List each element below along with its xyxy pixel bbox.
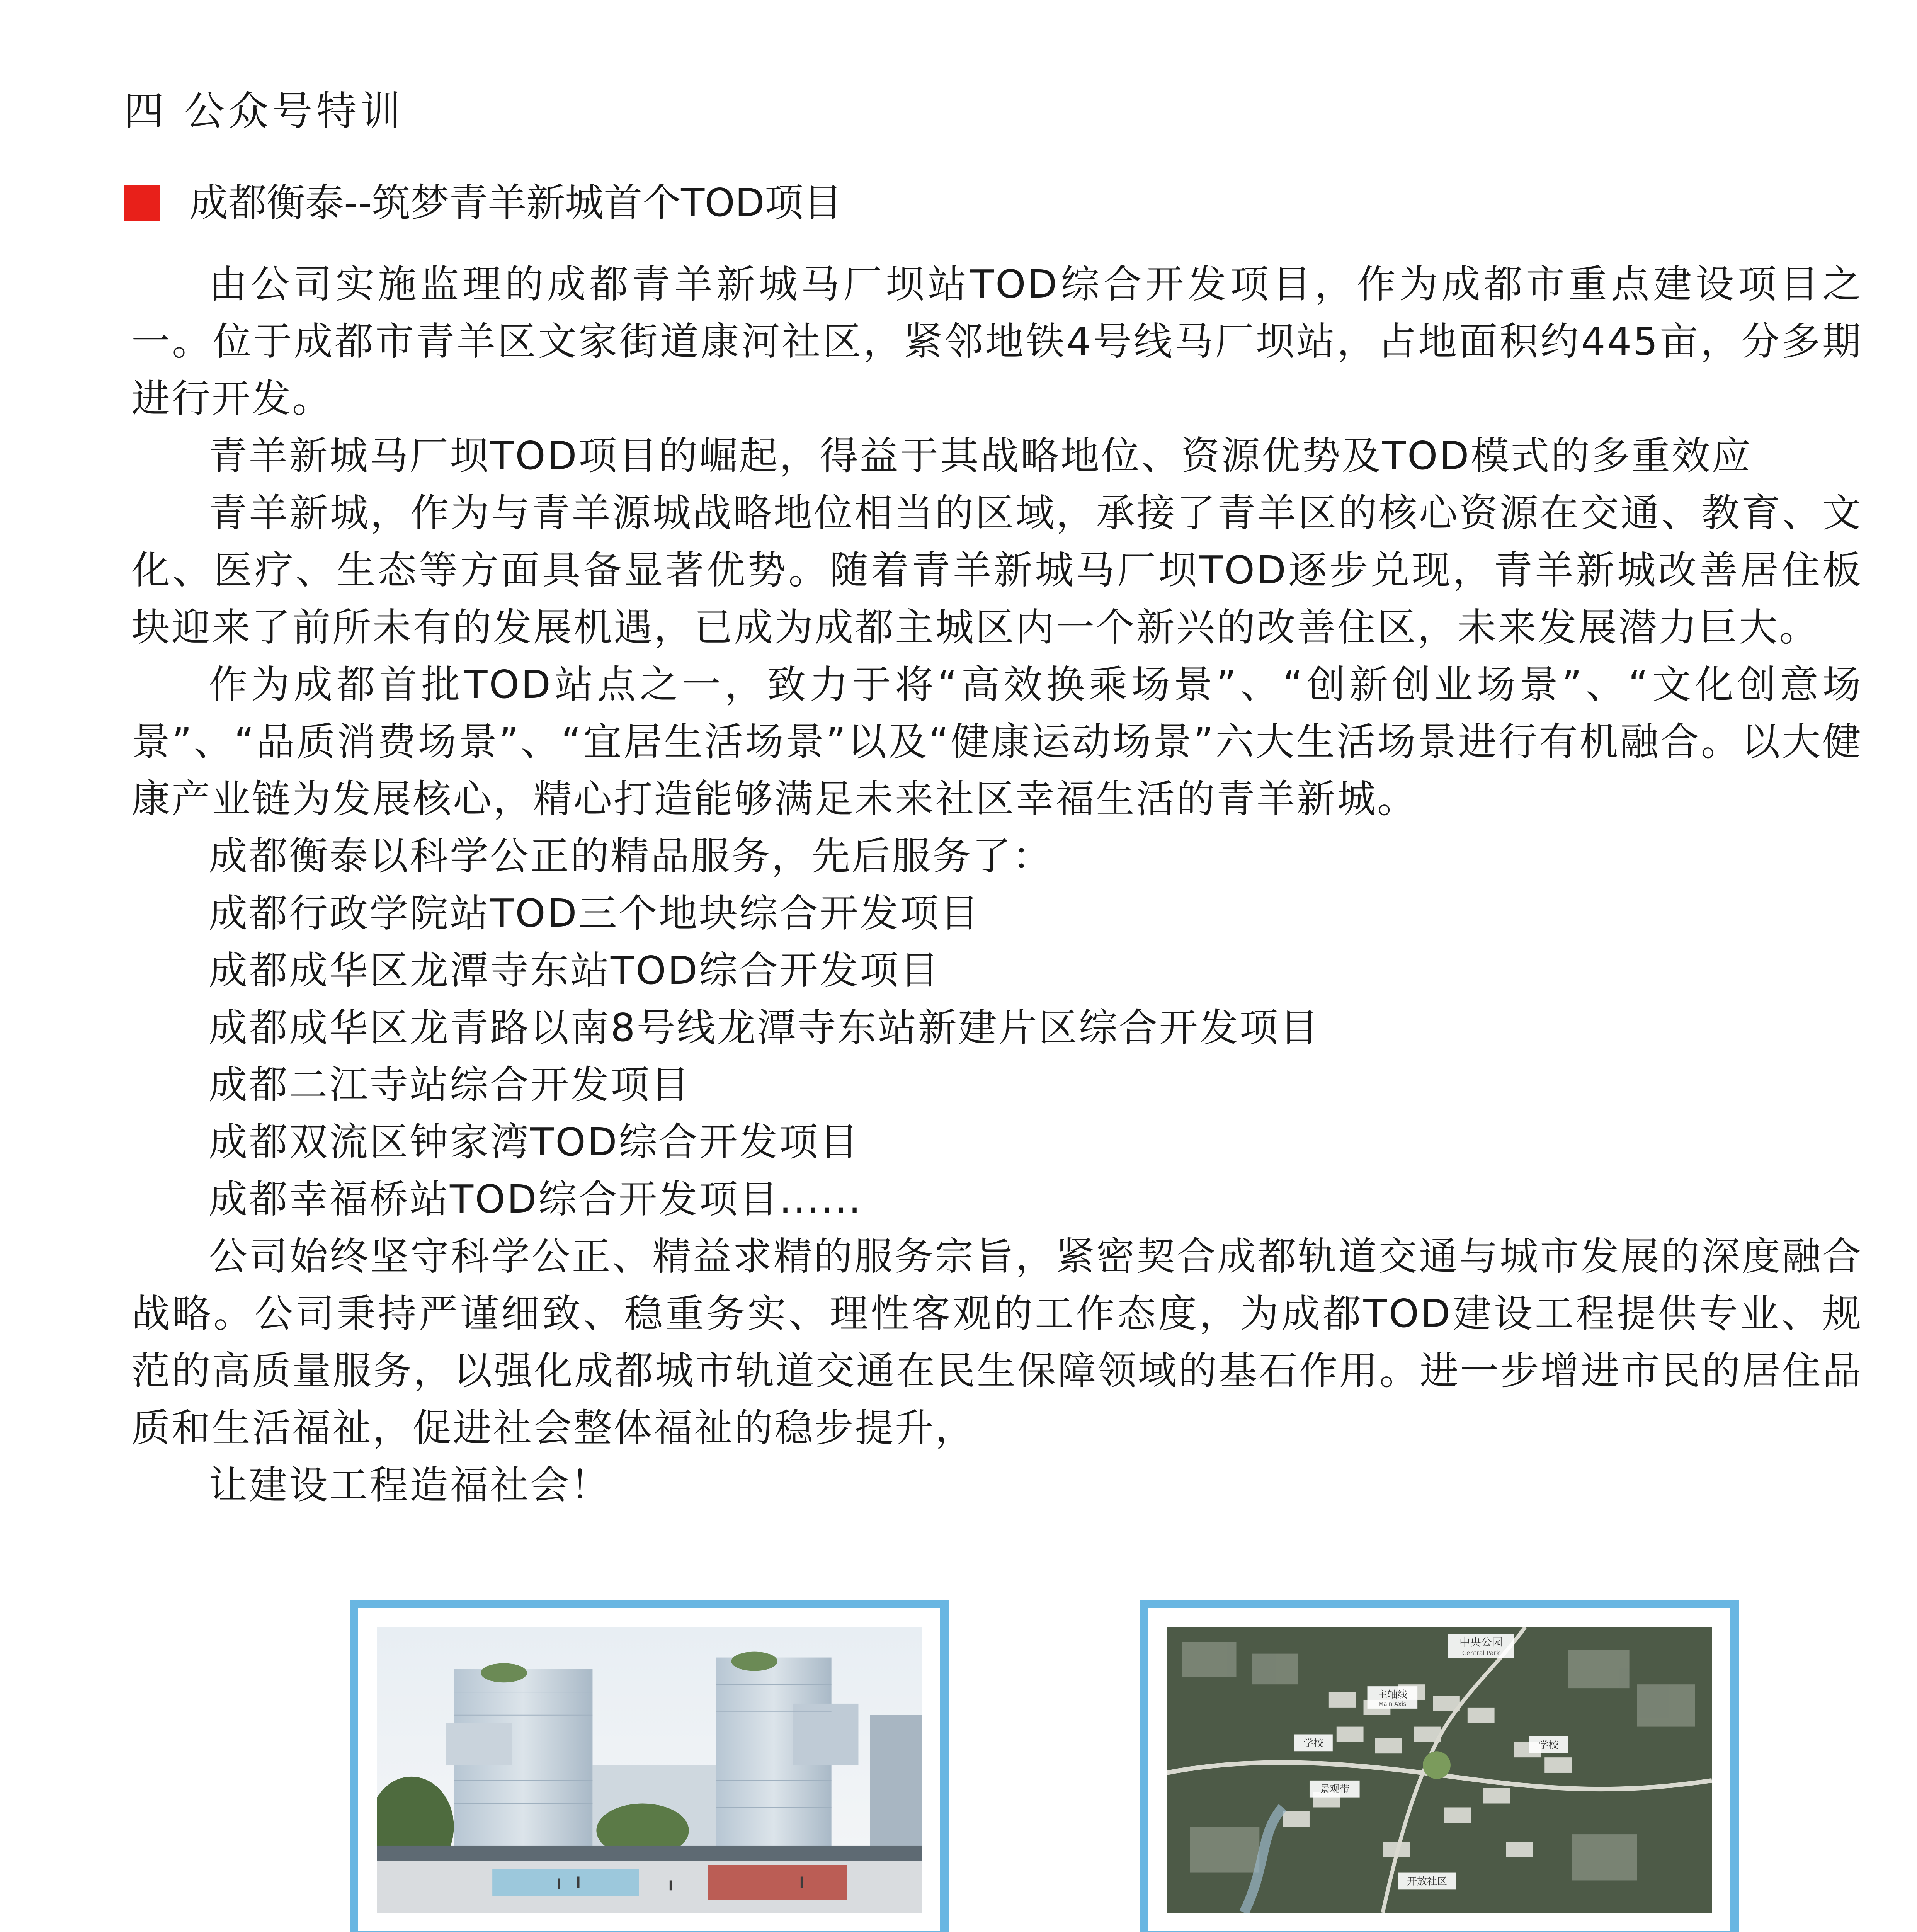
map-label-park-en: Central Park xyxy=(1462,1649,1500,1657)
article-title-text: 成都衡泰--筑梦青羊新城首个TOD项目 xyxy=(189,180,842,225)
map-label-school-right: 学校 xyxy=(1538,1739,1559,1751)
project-list-item: 成都幸福桥站TOD综合开发项目...... xyxy=(209,1177,862,1222)
building-rendering-image xyxy=(377,1627,922,1913)
map-label-axis-en: Main Axis xyxy=(1378,1700,1407,1708)
paragraph: 让建设工程造福社会！ xyxy=(209,1463,611,1508)
project-list-item: 成都成华区龙潭寺东站TOD综合开发项目 xyxy=(209,948,940,993)
project-list-item: 成都成华区龙青路以南8号线龙潭寺东站新建片区综合开发项目 xyxy=(209,1005,1320,1050)
red-square-bullet xyxy=(124,185,160,221)
article-body-tod xyxy=(131,256,1863,1514)
paragraph: 由公司实施监理的成都青羊新城马厂坝站TOD综合开发项目，作为成都市重点建设项目之一。位于成都市青羊区文家街道康河社区，紧邻地铁4号线马厂坝站，占地面积约445亩，分多期进行开发。 xyxy=(131,262,1863,421)
map-label-school-left: 学校 xyxy=(1303,1737,1323,1749)
paragraph: 公司始终坚守科学公正、精益求精的服务宗旨，紧密契合成都轨道交通与城市发展的深度融合战略。公司秉持严谨细致、稳重务实、理性客观的工作态度，为成都TOD建设工程提供专业、规范的高质量服务，以强化成都城市轨道交通在民生保障领域的基石作用。进一步增进市民的居住品质和生活福祉，促进社会整体福祉的稳步提升， xyxy=(131,1234,1863,1451)
project-list-item: 成都行政学院站TOD三个地块综合开发项目 xyxy=(209,891,980,936)
photo-frame-aerial-map xyxy=(1140,1600,1739,1932)
photo-frame-building xyxy=(350,1600,949,1932)
section-heading-4: 四 公众号特训 xyxy=(124,87,405,134)
paragraph: 作为成都首批TOD站点之一，致力于将“高效换乘场景”、“创新创业场景”、“文化创意场景”、“品质消费场景”、“宜居生活场景”以及“健康运动场景”六大生活场景进行有机融合。以大健康产业链为发展核心，精心打造能够满足未来社区幸福生活的青羊新城。 xyxy=(131,662,1863,821)
map-label-axis: 主轴线 xyxy=(1377,1689,1408,1701)
article-title-tod xyxy=(124,180,842,225)
map-label-park: 中央公园 xyxy=(1459,1636,1503,1649)
aerial-map-image xyxy=(1167,1627,1712,1913)
paragraph: 青羊新城，作为与青羊源城战略地位相当的区域，承接了青羊区的核心资源在交通、教育、文化、医疗、生态等方面具备显著优势。随着青羊新城马厂坝TOD逐步兑现，青羊新城改善居住板块迎来了前所未有的发展机遇，已成为成都主城区内一个新兴的改善住区，未来发展潜力巨大。 xyxy=(131,490,1863,650)
map-label-community: 开放社区 xyxy=(1407,1876,1447,1888)
project-list-item: 成都双流区钟家湾TOD综合开发项目 xyxy=(209,1119,860,1165)
map-label-plaza: 景观带 xyxy=(1319,1783,1350,1795)
paragraph: 成都衡泰以科学公正的精品服务，先后服务了： xyxy=(209,833,1053,879)
project-list-item: 成都二江寺站综合开发项目 xyxy=(209,1062,691,1107)
paragraph: 青羊新城马厂坝TOD项目的崛起，得益于其战略地位、资源优势及TOD模式的多重效应 xyxy=(209,433,1752,478)
